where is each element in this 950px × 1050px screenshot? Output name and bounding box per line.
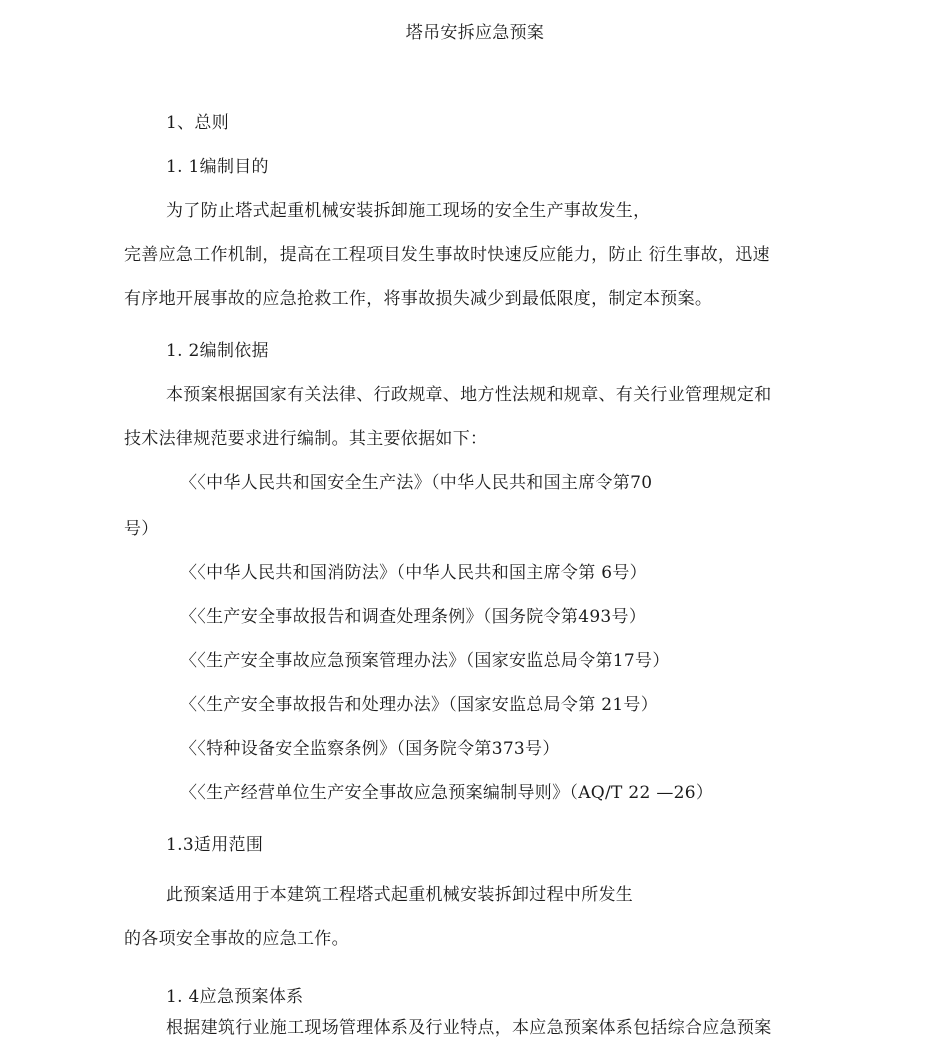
subsection-heading: 1. 4应急预案体系 [166, 987, 304, 1007]
subsection-heading: 1.3适用范围 [166, 835, 264, 855]
paragraph-line: 本预案根据国家有关法律、行政规章、地方性法规和规章、有关行业管理规定和 [166, 385, 772, 405]
reference-item: 〈〈生产安全事故应急预案管理办法》（国家安监总局令第17号） [180, 651, 670, 671]
reference-item: 〈〈生产经营单位生产安全事故应急预案编制导则》（AQ/T 22 —26） [180, 783, 714, 803]
subsection-heading: 1. 2编制依据 [166, 341, 269, 361]
paragraph-line: 此预案适用于本建筑工程塔式起重机械安装拆卸过程中所发生 [166, 885, 634, 905]
document-title: 塔吊安拆应急预案 [405, 23, 545, 43]
paragraph-line: 为了防止塔式起重机械安装拆卸施工现场的安全生产事故发生， [166, 201, 651, 221]
section-heading: 1、总则 [166, 113, 230, 133]
reference-item-continuation: 号） [124, 519, 159, 539]
paragraph-line: 技术法律规范要求进行编制。其主要依据如下： [124, 429, 488, 449]
subsection-heading: 1. 1编制目的 [166, 157, 269, 177]
paragraph-line: 有序地开展事故的应急抢救工作，将事故损失减少到最低限度，制定本预案。 [124, 289, 713, 309]
paragraph-line: 的各项安全事故的应急工作。 [124, 929, 349, 949]
reference-item: 〈〈生产安全事故报告和处理办法》（国家安监总局令第 21号） [180, 695, 659, 715]
reference-item: 〈〈中华人民共和国消防法》（中华人民共和国主席令第 6号） [180, 563, 647, 583]
reference-item: 〈〈特种设备安全监察条例》（国务院令第373号） [180, 739, 560, 759]
paragraph-line: 完善应急工作机制，提高在工程项目发生事故时快速反应能力，防止 衍生事故，迅速 [124, 245, 770, 265]
reference-item: 〈〈中华人民共和国安全生产法》（中华人民共和国主席令第70 [180, 473, 653, 493]
paragraph-line: 根据建筑行业施工现场管理体系及行业特点，本应急预案体系包括综合应急预案 [166, 1018, 772, 1038]
reference-item: 〈〈生产安全事故报告和调查处理条例》（国务院令第493号） [180, 607, 647, 627]
